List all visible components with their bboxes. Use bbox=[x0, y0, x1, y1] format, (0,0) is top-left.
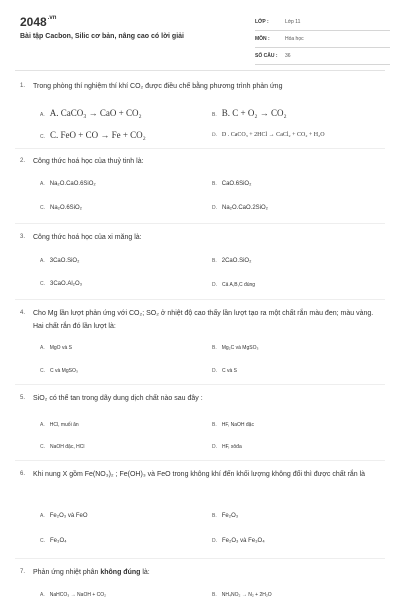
option-b[interactable]: B. CaO.6SiO₂ bbox=[212, 181, 252, 187]
meta-value: Lớp 11 bbox=[285, 19, 301, 25]
option-a[interactable]: A. 3CaO.SiO₂ bbox=[40, 258, 80, 264]
option-a[interactable]: A. NaHCO₃ → NaOH + CO₂ bbox=[40, 592, 107, 598]
meta-label: MÔN : bbox=[255, 36, 270, 42]
question-number: 1. bbox=[20, 83, 26, 89]
question-text: 3. Công thức hoá học của xi măng là: bbox=[20, 231, 382, 244]
option-b[interactable]: B. NH₄NO₂ → N₂ + 2H₂O bbox=[212, 592, 272, 598]
option-d[interactable]: D. D . CaCO₃ + 2HCl → CaCl₂ + CO₂ + H₂O bbox=[212, 132, 325, 138]
question-divider bbox=[15, 384, 385, 385]
question-divider bbox=[15, 148, 385, 149]
question-divider bbox=[15, 223, 385, 224]
option-b[interactable]: B. B. C + O₂ → CO₂ bbox=[212, 108, 287, 118]
question-4 bbox=[20, 307, 382, 333]
meta-row-count bbox=[255, 48, 390, 65]
option-a[interactable]: A. Na₂O.CaO.6SiO₂ bbox=[40, 181, 96, 187]
option-a[interactable]: A. A. CaCO₃ → CaO + CO₂ bbox=[40, 108, 142, 118]
question-number: 3. bbox=[20, 234, 26, 240]
option-c[interactable]: C. C. FeO + CO → Fe + CO₂ bbox=[40, 130, 146, 140]
meta-row-subject bbox=[255, 31, 390, 48]
option-d[interactable]: D. C và S bbox=[212, 368, 238, 374]
meta-value: Hóa học bbox=[285, 36, 304, 42]
meta-value: 36 bbox=[285, 53, 291, 59]
option-a[interactable]: A. Fe₂O₃ và FeO bbox=[40, 513, 88, 519]
question-divider bbox=[15, 460, 385, 461]
option-d[interactable]: D. Cả A,B,C đúng bbox=[212, 282, 256, 288]
option-c[interactable]: C. 3CaO.Al₂O₃ bbox=[40, 281, 83, 287]
question-text: 5. SiO₂ có thể tan trong dãy dung dịch chất nào sau đây : bbox=[20, 392, 382, 405]
meta-label: LỚP : bbox=[255, 19, 269, 25]
question-2 bbox=[20, 155, 382, 168]
emphasis-text: không đúng bbox=[100, 569, 141, 576]
meta-info bbox=[255, 14, 390, 65]
option-b[interactable]: B. HF, NaOH đặc bbox=[212, 422, 254, 428]
header-divider bbox=[15, 70, 385, 71]
question-divider bbox=[15, 299, 385, 300]
question-text: 2. Công thức hoá học của thuỷ tinh là: bbox=[20, 155, 382, 168]
option-c[interactable]: C. Fe₃O₄ bbox=[40, 538, 67, 544]
page-header bbox=[0, 0, 400, 70]
question-3 bbox=[20, 231, 382, 244]
document-title: Bài tập Cacbon, Silic cơ bản, nâng cao có lời giải bbox=[20, 33, 184, 40]
question-number: 6. bbox=[20, 471, 26, 477]
question-5 bbox=[20, 392, 382, 405]
meta-row-class bbox=[255, 14, 390, 31]
option-c[interactable]: C. NaOH đặc, HCl bbox=[40, 444, 85, 450]
question-number: 5. bbox=[20, 395, 26, 401]
option-c[interactable]: C. Na₂O.6SiO₂ bbox=[40, 205, 83, 211]
option-a[interactable]: A. HCl, muối ăn bbox=[40, 422, 79, 428]
question-text: 4. Cho Mg lần lượt phản ứng với CO₂; SO₂ ở nhiệt độ cao thấy lần lượt tạo ra một chất rắn màu đen; màu vàng. Hai chất rắn đó lần lượt là: bbox=[20, 307, 382, 333]
question-text: 6. Khi nung X gồm Fe(NO₃)₂ ; Fe(OH)₃ và FeO trong không khí đến khối lượng không đổi thì được chất rắn là bbox=[20, 468, 382, 481]
meta-label: SỐ CÂU : bbox=[255, 53, 278, 59]
question-7 bbox=[20, 566, 382, 579]
option-b[interactable]: B. Mg₂C và MgSO₃ bbox=[212, 345, 259, 351]
option-d[interactable]: D. Fe₂O₃ và Fe₃O₄ bbox=[212, 538, 265, 544]
site-logo[interactable]: $2048^{.vn}$ bbox=[20, 15, 57, 29]
question-number: 7. bbox=[20, 569, 26, 575]
option-d[interactable]: D. Na₂O.CaO.2SiO₂ bbox=[212, 205, 269, 211]
question-1 bbox=[20, 80, 382, 93]
option-c[interactable]: C. C và MgSO₃ bbox=[40, 368, 78, 374]
question-divider bbox=[15, 558, 385, 559]
question-6 bbox=[20, 468, 382, 481]
question-text: 7. Phản ứng nhiệt phân không đúng là: bbox=[20, 566, 382, 579]
question-number: 4. bbox=[20, 310, 26, 316]
option-a[interactable]: A. MgO và S bbox=[40, 345, 72, 351]
option-b[interactable]: B. 2CaO.SiO₂ bbox=[212, 258, 252, 264]
question-number: 2. bbox=[20, 158, 26, 164]
question-text: 1. Trong phòng thí nghiệm thí khí CO₂ được điều chế bằng phương trình phản ứng bbox=[20, 80, 382, 93]
option-b[interactable]: B. Fe₂O₃ bbox=[212, 513, 239, 519]
option-d[interactable]: D. HF, xôđa bbox=[212, 444, 242, 450]
